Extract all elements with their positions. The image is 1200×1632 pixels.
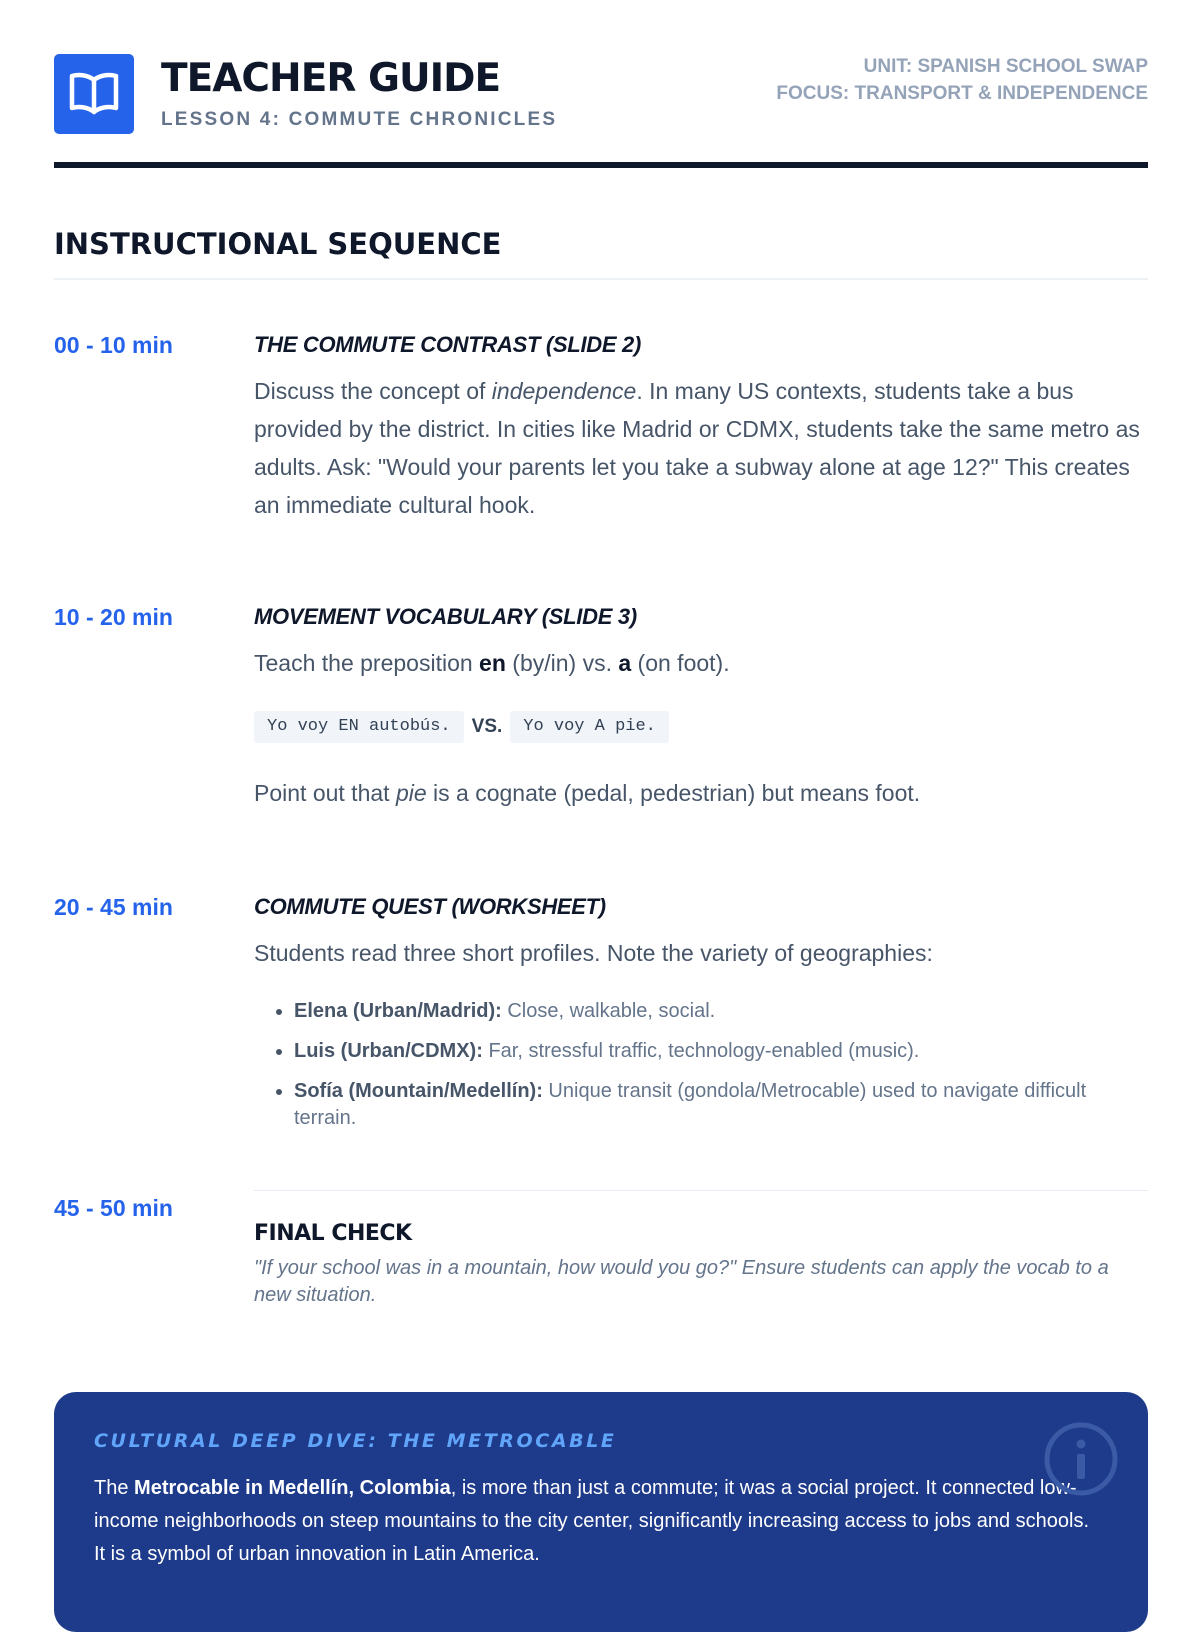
- block-content: [254, 892, 1148, 1145]
- time-label: 10 - 20 min: [54, 604, 173, 630]
- focus-label: FOCUS: TRANSPORT & INDEPENDENCE: [776, 83, 1148, 104]
- page: [54, 0, 1148, 1565]
- block-content: [254, 1190, 1148, 1309]
- block-intro: Teach the preposition en (by/in) vs. a (on foot).: [254, 650, 730, 676]
- block-intro: Students read three short profiles. Note the variety of geographies:: [254, 940, 933, 966]
- block-title: FINAL CHECK: [254, 1221, 412, 1246]
- example-code: Yo voy A pie.: [510, 711, 669, 743]
- block-title: THE COMMUTE CONTRAST (SLIDE 2): [254, 332, 641, 357]
- block-text: "If your school was in a mountain, how would you go?" Ensure students can apply the vocab to a new situation.: [254, 1257, 1109, 1306]
- block-title: COMMUTE QUEST (WORKSHEET): [254, 894, 606, 919]
- unit-label: UNIT: SPANISH SCHOOL SWAP: [863, 56, 1148, 77]
- logo: [54, 54, 134, 134]
- example-line: [254, 710, 1148, 744]
- header-meta: [776, 53, 1148, 107]
- block-note: Point out that pie is a cognate (pedal, pedestrian) but means foot.: [254, 780, 921, 806]
- block-content: [254, 330, 1148, 524]
- block-content: [254, 602, 1148, 812]
- open-book-icon: [67, 71, 121, 117]
- block-text: Discuss the concept of independence. In many US contexts, students take a bus provided by the district. In cities like Madrid or CDMX, students take the same metro as adults. Ask: "Would your parents let you take a subway alone at age 12?" This creates an immediate cultural hook.: [254, 378, 1140, 518]
- cultural-callout: [54, 1392, 1148, 1632]
- divider: [254, 1190, 1148, 1191]
- versus-label: VS.: [471, 716, 503, 737]
- profile-list: [254, 998, 1148, 1132]
- info-icon: [1044, 1422, 1118, 1496]
- page-title: TEACHER GUIDE: [161, 56, 501, 101]
- list-item: • Sofía (Mountain/Medellín): Unique transit (gondola/Metrocable) used to navigate difficult terrain.: [294, 1078, 1148, 1132]
- callout-text: The Metrocable in Medellín, Colombia, is more than just a commute; it was a social project. It connected low-income neighborhoods on steep mountains to the city center, significantly increasing access to jobs and schools. It is a symbol of urban innovation in Latin America.: [94, 1477, 1090, 1565]
- section-title: INSTRUCTIONAL SEQUENCE: [54, 224, 1148, 280]
- example-code: Yo voy EN autobús.: [254, 711, 464, 743]
- lesson-subtitle: LESSON 4: COMMUTE CHRONICLES: [161, 109, 558, 130]
- list-item: • Elena (Urban/Madrid): Close, walkable, social.: [294, 998, 1148, 1025]
- header: [54, 0, 1148, 168]
- time-label: 20 - 45 min: [54, 894, 173, 920]
- callout-title: CULTURAL DEEP DIVE: THE METROCABLE: [94, 1430, 617, 1452]
- time-label: 00 - 10 min: [54, 332, 173, 358]
- time-label: 45 - 50 min: [54, 1195, 173, 1221]
- block-title: MOVEMENT VOCABULARY (SLIDE 3): [254, 604, 637, 629]
- list-item: • Luis (Urban/CDMX): Far, stressful traffic, technology-enabled (music).: [294, 1038, 1148, 1065]
